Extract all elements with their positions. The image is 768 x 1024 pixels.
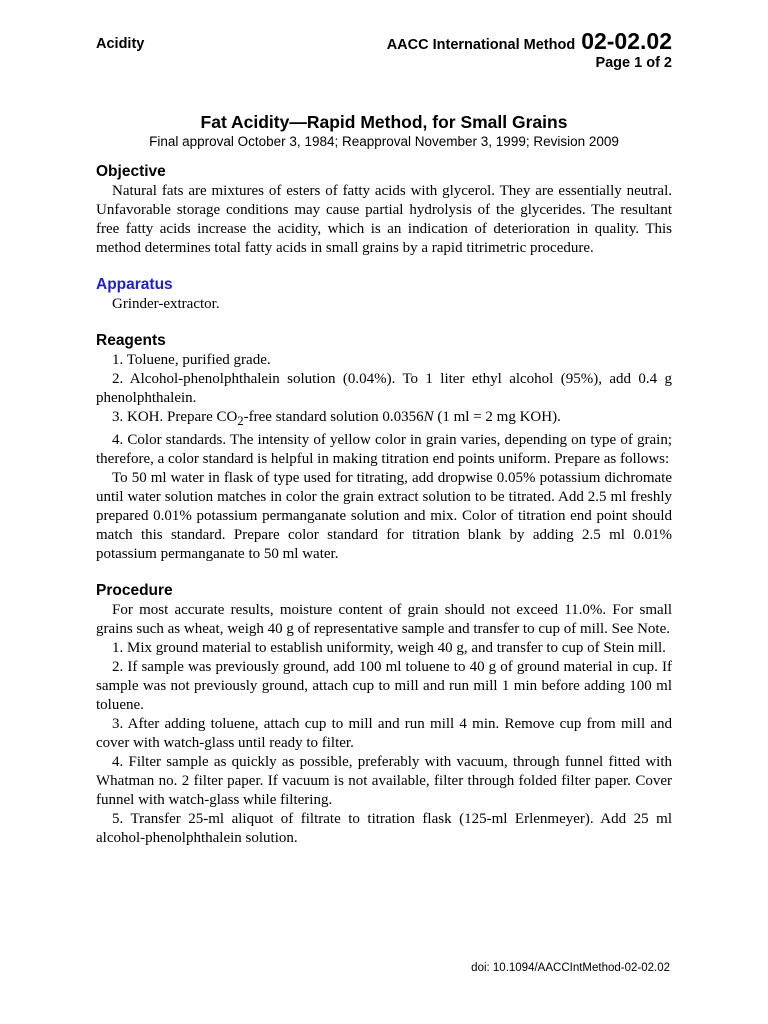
procedure-heading: Procedure [96,582,173,599]
document-title: Fat Acidity—Rapid Method, for Small Grains [200,112,568,132]
doi-footer: doi: 10.1094/AACCIntMethod-02-02.02 [471,962,670,974]
apparatus-text: Grinder-extractor. [112,296,220,312]
objective-text: Natural fats are mixtures of esters of fatty acids with glycerol. They are essentially neutral. Unfavorable storage conditions may cause partial hydrolysis of the glycerides. The resultant free fatty acids increase the acidity, which is an indication of deterioration in quality. This method determines total fatty acids in small grains by a rapid titrimetric procedure. [96,183,672,256]
reagents-heading: Reagents [96,332,166,349]
procedure-step: 4. Filter sample as quickly as possible, preferably with vacuum, through funnel fitted with Whatman no. 2 filter paper. If vacuum is not available, filter through folded filter paper. Cover funnel with watch-glass while filtering. [96,754,672,808]
apparatus-section [96,275,672,314]
reagent-item: 4. Color standards. The intensity of yellow color in grain varies, depending on type of grain; therefore, a color standard is helpful in making titration end points uniform. Prepare as follows: [96,432,672,467]
method-number: 02-02.02 [581,28,672,54]
objective-section [96,162,672,258]
reagent-item: 1. Toluene, purified grade. [112,352,271,368]
procedure-step: 1. Mix ground material to establish uniformity, weigh 40 g, and transfer to cup of Stein mill. [112,640,666,656]
procedure-step: 5. Transfer 25-ml aliquot of filtrate to titration flask (125-ml Erlenmeyer). Add 25 ml alcohol-phenolphthalein solution. [96,811,672,846]
organization-label: AACC International Method [386,37,576,53]
procedure-intro: For most accurate results, moisture content of grain should not exceed 11.0%. For small grains such as wheat, weigh 40 g of representative sample and transfer to cup of mill. See Note. [96,602,672,637]
document-body [96,162,672,865]
page-indicator: Page 1 of 2 [595,55,672,71]
objective-heading: Objective [96,163,166,180]
procedure-step: 3. After adding toluene, attach cup to mill and run mill 4 min. Remove cup from mill and cover with watch-glass until ready to filter. [96,716,672,751]
apparatus-heading: Apparatus [96,276,173,293]
method-header [387,28,672,71]
approval-dates: Final approval October 3, 1984; Reapproval November 3, 1999; Revision 2009 [149,134,619,149]
reagents-section [96,331,672,564]
section-label: Acidity [96,36,145,52]
reagent-item: 3. KOH. Prepare $CO_2$-free standard solution 0.0356N (1 ml = 2 mg KOH). [112,409,561,428]
reagent-item: 2. Alcohol-phenolphthalein solution (0.04%). To 1 liter ethyl alcohol (95%), add 0.4 g phenolphthalein. [96,371,672,406]
procedure-step: 2. If sample was previously ground, add 100 ml toluene to 40 g of ground material in cup. If sample was not previously ground, attach cup to mill and run mill 1 min before adding 100 ml toluene. [96,659,672,713]
procedure-section [96,581,672,848]
reagent-detail: To 50 ml water in flask of type used for titrating, add dropwise 0.05% potassium dichromate until water solution matches in color the grain extract solution to be titrated. Add 2.5 ml freshly prepared 0.01% potassium permanganate solution and mix. Color of titration end point should match this standard. Prepare color standard for titration blank by adding 2.5 ml 0.01% potassium permanganate to 50 ml water. [96,470,672,562]
